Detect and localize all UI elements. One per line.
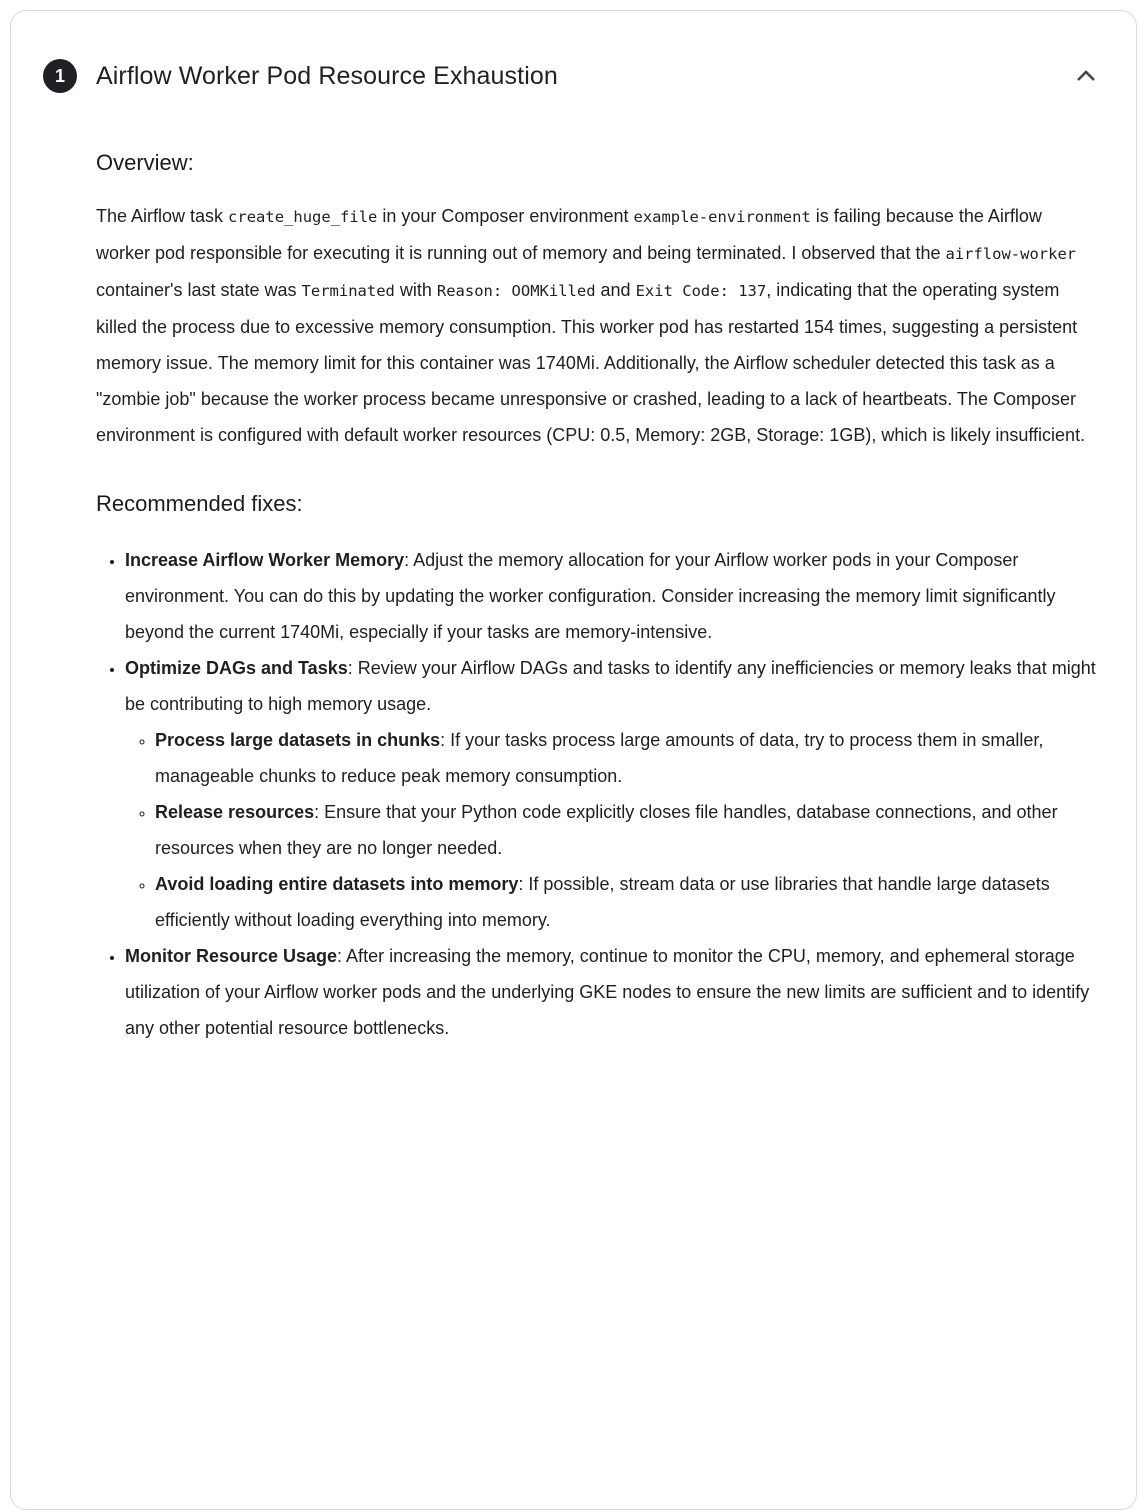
inline-code: Reason: OOMKilled [436,282,596,300]
fix-item: ◦ Avoid loading entire datasets into memory: If possible, stream data or use libraries that handle large datasets efficiently without loading everything into memory. [155,866,1098,938]
fix-item-lead: Monitor Resource Usage [125,946,338,966]
finding-card [10,10,1137,1510]
chevron-up-icon [1073,63,1099,89]
recommended-fixes-list [96,542,1098,1046]
overview-paragraph: The Airflow task create_huge_file in your Composer environment example-environment is failing because the Airflow worker pod responsible for executing it is running out of memory and being terminated. I observed that the airflow-worker container's last state was Terminated with Reason: OOMKilled and Exit Code: 137, indicating that the operating system killed the process due to excessive memory consumption. This worker pod has restarted 154 times, suggesting a persistent memory issue. The memory limit for this container was 1740Mi. Additionally, the Airflow scheduler detected this task as a "zombie job" because the worker process became unresponsive or crashed, leading to a lack of heartbeats. The Composer environment is configured with default worker resources (CPU: 0.5, Memory: 2GB, Storage: 1GB), which is likely insufficient. [96,206,1086,445]
fix-item-lead: Release resources [155,802,315,822]
finding-number-badge: 1 [43,59,77,93]
inline-code: example-environment [633,208,811,226]
fix-item: • Increase Airflow Worker Memory: Adjust the memory allocation for your Airflow worker pods in your Composer environment. You can do this by updating the worker configuration. Consider increasing the memory limit significantly beyond the current 1740Mi, especially if your tasks are memory-intensive. [125,542,1098,650]
inline-code: Exit Code: 137 [635,282,767,300]
fix-item-lead: Avoid loading entire datasets into memory [155,874,519,894]
overview-heading: Overview: [96,150,194,175]
fix-item-lead: Process large datasets in chunks [155,730,441,750]
fix-item-lead: Optimize DAGs and Tasks [125,658,348,678]
collapse-button[interactable] [1066,56,1106,96]
fix-item: ◦ Release resources: Ensure that your Python code explicitly closes file handles, database connections, and other resources when they are no longer needed. [155,794,1098,866]
inline-code: Terminated [301,282,395,300]
finding-card-header [43,56,1098,96]
fix-item: ◦ Process large datasets in chunks: If your tasks process large amounts of data, try to process them in smaller, manageable chunks to reduce peak memory consumption. [155,722,1098,794]
fix-sublist [125,722,1098,938]
inline-code: airflow-worker [945,245,1077,263]
fix-item: • Optimize DAGs and Tasks: Review your Airflow DAGs and tasks to identify any inefficiencies or memory leaks that might be contributing to high memory usage. ◦ Process large datasets in chunks: If your tasks process large amounts of data, try to process them in smaller, manageable chunks to reduce peak memory consumption. ◦ Release resources: Ensure that your Python code explicitly closes file handles, database connections, and other resources when they are no longer needed. ◦ Avoid loading entire datasets into memory: If possible, stream data or use libraries that handle large datasets efficiently without loading everything into memory. [125,650,1098,938]
fix-item: • Monitor Resource Usage: After increasing the memory, continue to monitor the CPU, memory, and ephemeral storage utilization of your Airflow worker pods and the underlying GKE nodes to ensure the new limits are sufficient and to identify any other potential resource bottlenecks. [125,938,1098,1046]
recommended-fixes-heading: Recommended fixes: [96,491,303,516]
finding-title: Airflow Worker Pod Resource Exhaustion [96,61,558,90]
fix-item-lead: Increase Airflow Worker Memory [125,550,405,570]
inline-code: create_huge_file [228,208,378,226]
